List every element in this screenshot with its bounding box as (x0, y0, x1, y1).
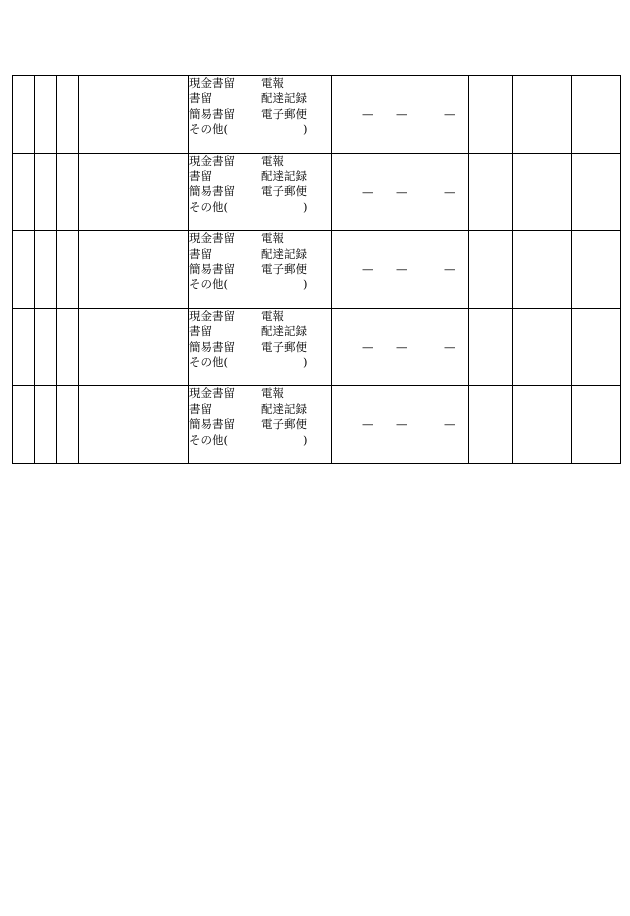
method-line-4 (189, 200, 331, 215)
cell-col-4[interactable] (79, 308, 189, 386)
cell-col-8[interactable] (513, 153, 572, 231)
method-simple-registered: 簡易書留 (189, 417, 235, 432)
dash-cell (332, 386, 469, 464)
method-telegram: 電報 (261, 231, 284, 246)
method-simple-registered: 簡易書留 (189, 261, 235, 276)
dash-1: — (362, 184, 374, 199)
method-other: その他( (189, 277, 228, 292)
cell-col-3[interactable] (57, 153, 79, 231)
dash-3: — (444, 417, 456, 432)
dash-1: — (362, 417, 374, 432)
cell-col-4[interactable] (79, 231, 189, 309)
cell-col-8[interactable] (513, 386, 572, 464)
method-electronic-mail: 電子郵便 (261, 261, 307, 276)
method-line-2 (189, 324, 331, 339)
delivery-method-cell (189, 76, 332, 154)
table-row (13, 153, 621, 231)
cell-col-2[interactable] (35, 231, 57, 309)
dash-3: — (444, 184, 456, 199)
method-line-4 (189, 355, 331, 370)
method-electronic-mail: 電子郵便 (261, 339, 307, 354)
method-line-1 (189, 231, 331, 246)
dash-2: — (396, 417, 408, 432)
cell-col-9[interactable] (572, 231, 621, 309)
method-cash-registered: 現金書留 (189, 308, 235, 323)
method-other-close: ) (303, 354, 308, 369)
dash-cell (332, 153, 469, 231)
method-line-2 (189, 402, 331, 417)
method-registered: 書留 (189, 324, 212, 339)
method-other-close: ) (303, 432, 308, 447)
method-cash-registered: 現金書留 (189, 153, 235, 168)
dash-2: — (396, 262, 408, 277)
table-row (13, 231, 621, 309)
dash-3: — (444, 107, 456, 121)
cell-col-3[interactable] (57, 231, 79, 309)
method-electronic-mail: 電子郵便 (261, 106, 307, 121)
method-registered: 書留 (189, 246, 212, 261)
cell-col-7[interactable] (469, 76, 513, 154)
method-simple-registered: 簡易書留 (189, 339, 235, 354)
dash-3: — (444, 339, 456, 354)
method-line-1 (189, 76, 331, 91)
cell-col-8[interactable] (513, 308, 572, 386)
dash-3: — (444, 262, 456, 277)
method-telegram: 電報 (261, 76, 284, 90)
method-other: その他( (189, 122, 228, 137)
cell-col-3[interactable] (57, 308, 79, 386)
method-line-4 (189, 277, 331, 292)
cell-col-1[interactable] (13, 231, 35, 309)
cell-col-1[interactable] (13, 76, 35, 154)
dash-1: — (362, 339, 374, 354)
method-delivery-record: 配達記録 (261, 246, 307, 261)
cell-col-1[interactable] (13, 308, 35, 386)
delivery-method-cell (189, 386, 332, 464)
cell-col-9[interactable] (572, 153, 621, 231)
method-line-1 (189, 386, 331, 401)
dash-1: — (362, 107, 374, 121)
dash-cell (332, 76, 469, 154)
cell-col-9[interactable] (572, 76, 621, 154)
dash-2: — (396, 107, 408, 121)
method-cash-registered: 現金書留 (189, 386, 235, 401)
method-cash-registered: 現金書留 (189, 231, 235, 246)
cell-col-2[interactable] (35, 308, 57, 386)
cell-col-9[interactable] (572, 308, 621, 386)
method-delivery-record: 配達記録 (261, 91, 307, 106)
cell-col-7[interactable] (469, 231, 513, 309)
cell-col-2[interactable] (35, 386, 57, 464)
method-line-3 (189, 184, 331, 199)
method-line-1 (189, 154, 331, 169)
cell-col-3[interactable] (57, 386, 79, 464)
cell-col-1[interactable] (13, 386, 35, 464)
delivery-method-cell (189, 308, 332, 386)
dash-2: — (396, 339, 408, 354)
method-electronic-mail: 電子郵便 (261, 184, 307, 199)
cell-col-4[interactable] (79, 153, 189, 231)
method-electronic-mail: 電子郵便 (261, 417, 307, 432)
mail-ledger-table (12, 75, 621, 464)
method-registered: 書留 (189, 168, 212, 183)
method-simple-registered: 簡易書留 (189, 184, 235, 199)
cell-col-7[interactable] (469, 308, 513, 386)
method-line-1 (189, 309, 331, 324)
method-telegram: 電報 (261, 386, 284, 401)
method-simple-registered: 簡易書留 (189, 106, 235, 121)
method-line-3 (189, 262, 331, 277)
method-line-3 (189, 340, 331, 355)
method-line-4 (189, 433, 331, 448)
cell-col-7[interactable] (469, 153, 513, 231)
method-delivery-record: 配達記録 (261, 401, 307, 416)
delivery-method-cell (189, 231, 332, 309)
table-row (13, 308, 621, 386)
method-other: その他( (189, 199, 228, 214)
ledger-body (13, 76, 621, 464)
cell-col-1[interactable] (13, 153, 35, 231)
method-other-close: ) (303, 122, 308, 137)
method-line-2 (189, 91, 331, 106)
dash-cell (332, 231, 469, 309)
method-registered: 書留 (189, 401, 212, 416)
method-line-3 (189, 107, 331, 122)
delivery-method-cell (189, 153, 332, 231)
dash-2: — (396, 184, 408, 199)
cell-col-2[interactable] (35, 153, 57, 231)
cell-col-4[interactable] (79, 386, 189, 464)
method-line-2 (189, 169, 331, 184)
method-other: その他( (189, 432, 228, 447)
method-other: その他( (189, 354, 228, 369)
method-telegram: 電報 (261, 153, 284, 168)
table-row (13, 76, 621, 154)
dash-cell (332, 308, 469, 386)
method-registered: 書留 (189, 91, 212, 106)
method-other-close: ) (303, 199, 308, 214)
method-line-4 (189, 122, 331, 137)
cell-col-7[interactable] (469, 386, 513, 464)
method-other-close: ) (303, 277, 308, 292)
method-line-3 (189, 417, 331, 432)
method-delivery-record: 配達記録 (261, 324, 307, 339)
cell-col-4[interactable] (79, 76, 189, 154)
cell-col-8[interactable] (513, 76, 572, 154)
dash-1: — (362, 262, 374, 277)
method-line-2 (189, 247, 331, 262)
cell-col-3[interactable] (57, 76, 79, 154)
method-telegram: 電報 (261, 308, 284, 323)
method-delivery-record: 配達記録 (261, 168, 307, 183)
table-row (13, 386, 621, 464)
method-cash-registered: 現金書留 (189, 76, 235, 90)
cell-col-2[interactable] (35, 76, 57, 154)
cell-col-8[interactable] (513, 231, 572, 309)
cell-col-9[interactable] (572, 386, 621, 464)
